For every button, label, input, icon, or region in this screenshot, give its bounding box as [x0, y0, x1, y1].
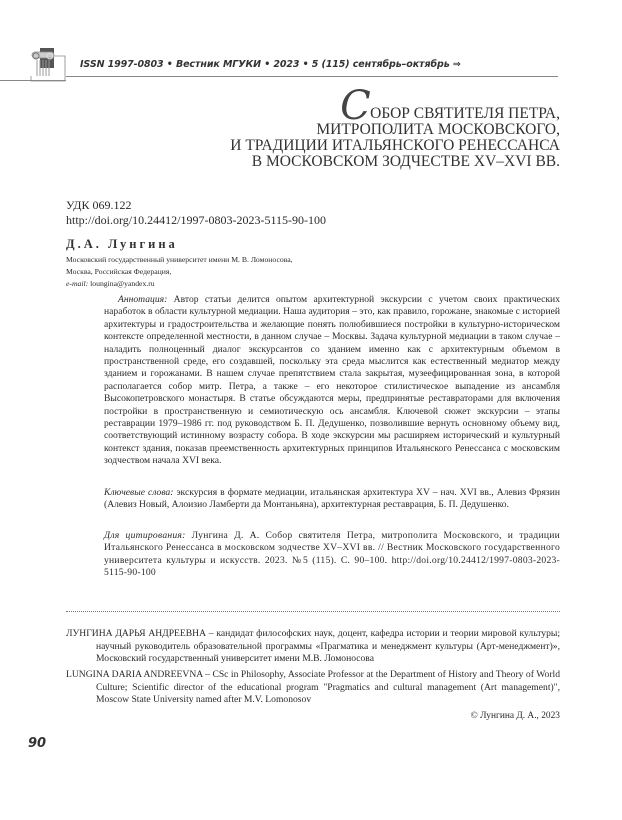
author-name: Д.А. Лунгина: [66, 237, 178, 251]
title-line-2: МИТРОПОЛИТА МОСКОВСКОГО,: [316, 121, 560, 138]
abstract-label: Аннотация:: [118, 294, 168, 305]
page-number: 90: [28, 736, 47, 751]
affiliation-city: Москва, Российская Федерация,: [66, 267, 172, 276]
title-line-4: В МОСКОВСКОМ ЗОДЧЕСТВЕ XV–XVI ВВ.: [251, 153, 560, 170]
title-dropcap: С: [340, 83, 371, 129]
dotted-divider: [66, 611, 560, 612]
title-line-1: ОБОР СВЯТИТЕЛЯ ПЕТРА,: [370, 105, 560, 122]
citation: [104, 530, 560, 580]
author-email[interactable]: loungina@yandex.ru: [90, 279, 155, 288]
header-rule-left: [0, 80, 66, 81]
title-line-3: И ТРАДИЦИИ ИТАЛЬЯНСКОГО РЕНЕССАНСА: [230, 137, 560, 154]
abstract-text: Автор статьи делится опытом архитектурной экскурсии с учетом своих практических наработок в области культурной медиации. Наша аудитория – это, как правило, горожане, знакомые с историей архитектуры и градостроительства и желающие понять полюбившиеся постройки в культурно-историческом контексте определенной местности, в данном случае – Москвы. Задача культурной медиации в таком случае – наладить полноценный диалог экскурсантов со зданием именно как с архитектурным объемом в пространственной среде, его создавшей, поскольку эта среда мыслится как естественный медиатор между зданием и горожанами. В нашем случае препятствием стала закрытая, музеефицированная зона, в которой располагается собор митр. Петра, а также – его некоторое стилистическое выпадение из ансамбля Высокопетровского монастыря. В статье обсуждаются меры, предпринятые реставраторами для включения постройки в пространственную и семиотическую ось ансамбля. Ключевой сюжет экскурсии – этапы реставрации 1979–1986 гг. под руководством Б. П. Дедушенко, позволившие вернуть основному объему вид, соответствующий истинному возрасту собора. В ходе экскурсии мы расширяем исторический и культурный контекст здания, показав преемственность архитектурных принципов Итальянского Ренессанса с московским зодчеством начала XVI века.: [104, 294, 560, 467]
ionic-column-capital-icon: [28, 48, 66, 82]
copyright: © Лунгина Д. А., 2023: [470, 711, 560, 721]
author-bio-en: LUNGINA DARIA ANDREEVNA – CSc in Philosophy, Associate Professor at the Department of History and Theory of World Culture; Scientific director of the educational program "Pragmatics and cultural management (Art management)", Moscow State University named after M.V. Lomonosov: [66, 669, 560, 706]
citation-label: Для цитирования:: [104, 530, 186, 541]
citation-text: Лунгина Д. А. Собор святителя Петра, митрополита Московского, и традиции Итальянского Ренессанса в московском зодчестве XV–XVI вв. // Вестник Московского государственного университета культуры и искусств. 2023. №5 (115). С. 90–100. http://doi.org/10.24412/1997-0803-2023-5115-90-100: [104, 530, 560, 579]
affiliation-university: Московский государственный университет имени М. В. Ломоносова,: [66, 255, 293, 264]
journal-header: ISSN 1997-0803 • Вестник МГУКИ • 2023 • 5 (115) сентябрь–октябрь ⇒: [80, 59, 461, 70]
udk-code: УДК 069.122: [66, 198, 132, 212]
keywords: [104, 487, 560, 512]
keywords-text: экскурсия в формате медиации, итальянская архитектура XV – нач. XVI вв., Алевиз Фрязин (Алевиз Новый, Алоизио Ламберти да Монтаньяна), архитектурная реставрация, Б. П. Дедушенко.: [104, 487, 560, 511]
abstract: [104, 294, 560, 468]
article-title: [230, 83, 560, 170]
header-rule: [66, 76, 558, 77]
doi-link[interactable]: http://doi.org/10.24412/1997-0803-2023-5115-90-100: [66, 213, 326, 227]
email-label: e-mail:: [66, 279, 89, 288]
author-affiliation: [66, 254, 293, 290]
author-bio-ru: ЛУНГИНА ДАРЬЯ АНДРЕЕВНА – кандидат философских наук, доцент, кафедра истории и теории мировой культуры; научный руководитель образовательной программы «Прагматика и менеджмент культуры (Арт-менеджмент)», Московский государственный университет имени М.В. Ломоносова: [66, 628, 560, 665]
udk-block: [66, 198, 326, 228]
keywords-label: Ключевые слова:: [104, 487, 174, 498]
